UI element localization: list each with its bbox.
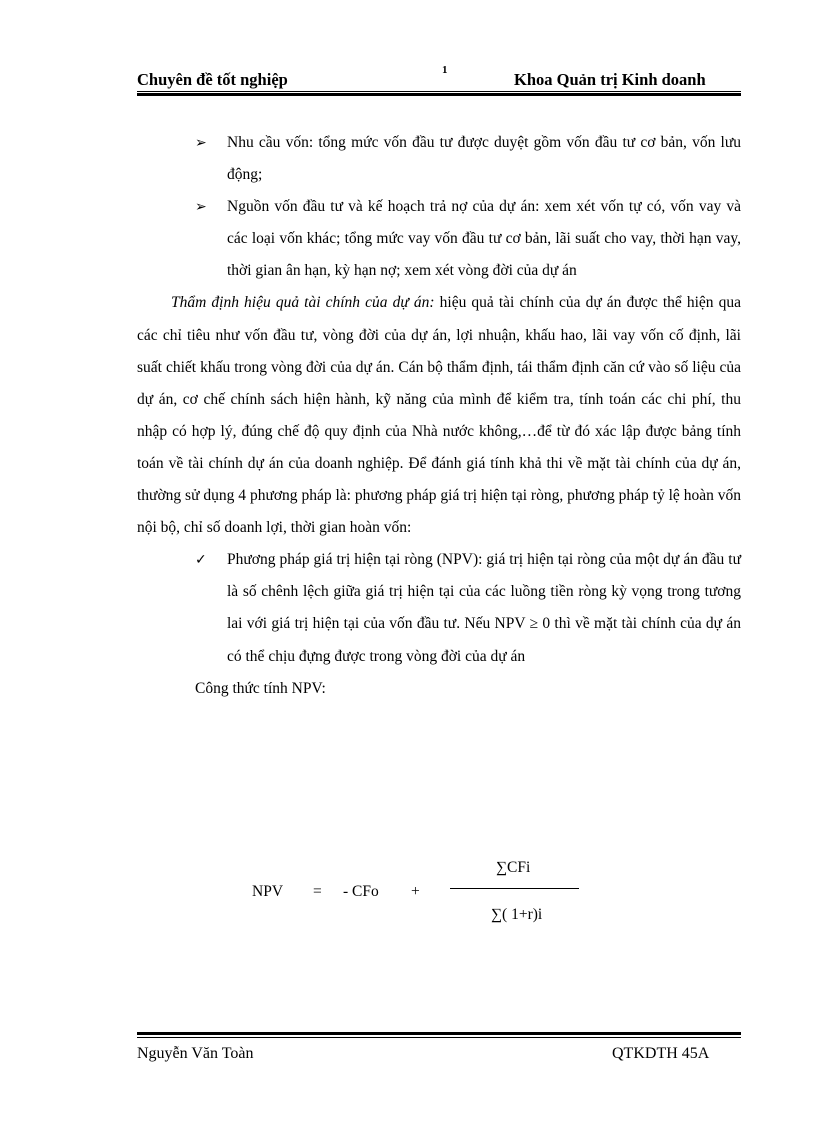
bullet-text: Nguồn vốn đầu tư và kế hoạch trả nợ của dự án: xem xét vốn tự có, vốn vay và các loại vốn khác; tổng mức vay vốn đầu tư cơ bản, lãi suất cho vay, thời hạn vay, thời gian ân hạn, kỳ hạn nợ; xem xét vòng đời của dự án [227,198,741,280]
formula-denominator: ∑( 1+r)i [491,906,543,923]
formula-equals: = [313,883,322,900]
check-text: Phương pháp giá trị hiện tại ròng (NPV): giá trị hiện tại ròng của một dự án đầu tư là số chênh lệch giữa giá trị hiện tại của các luồng tiền ròng kỳ vọng trong tương lai với giá trị hiện tại của vốn đầu tư. Nếu NPV ≥ 0 thì về mặt tài chính của dự án có thể chịu đựng được trong vòng đời của dự án [227,551,741,665]
formula-numerator: ∑CFi [496,859,531,876]
arrow-bullet-icon: ➢ [195,135,207,151]
footer-author: Nguyễn Văn Toàn [137,1045,254,1062]
formula-npv: NPV [252,883,284,900]
check-item-npv [137,544,741,672]
paragraph-lead: Thẩm định hiệu quả tài chính của dự án: [171,294,435,312]
footer-rule [137,1032,741,1038]
financial-appraisal-paragraph [137,287,741,544]
paragraph-body: hiệu quả tài chính của dự án được thể hiện qua các chỉ tiêu như vốn đầu tư, vòng đời của dự án, lợi nhuận, khấu hao, lãi vay vốn cố định, lãi suất chiết khấu trong vòng đời của dự án. Cán bộ thẩm định, tái thẩm định căn cứ vào số liệu của dự án, cơ chế chính sách hiện hành, kỹ năng của mình để kiểm tra, tính toán các chi phí, thu nhập có hợp lý, đúng chế độ quy định của Nhà nước không,…để từ đó xác lập được bảng tính toán về tài chính dự án của doanh nghiệp. Để đánh giá tính khả thi về mặt tài chính của dự án, thường sử dụng 4 phương pháp là: phương pháp giá trị hiện tại ròng, phương pháp tỷ lệ hoàn vốn nội bộ, chỉ số doanh lợi, thời gian hoàn vốn: [137,294,742,537]
fraction-bar [450,888,579,889]
footer-class-code: QTKDTH 45A [612,1045,710,1062]
bullet-item-capital-sources [137,191,741,287]
formula-label: Công thức tính NPV: [195,679,326,697]
header-rule [137,91,741,96]
bullet-item-capital-needs [137,127,741,191]
arrow-bullet-icon: ➢ [195,199,207,216]
bullet-text: Nhu cầu vốn: tổng mức vốn đầu tư được duyệt gồm vốn đầu tư cơ bản, vốn lưu động; [227,134,741,184]
formula-plus: + [411,883,420,900]
check-bullet-icon: ✓ [195,552,207,569]
header-title-left: Chuyên đề tốt nghiệp [137,70,288,89]
formula-cfo: - CFo [343,883,379,900]
npv-formula [0,855,816,935]
page-number: 1 [442,64,448,76]
header-title-right: Khoa Quản trị Kinh doanh [514,70,706,89]
body-text [137,127,741,705]
